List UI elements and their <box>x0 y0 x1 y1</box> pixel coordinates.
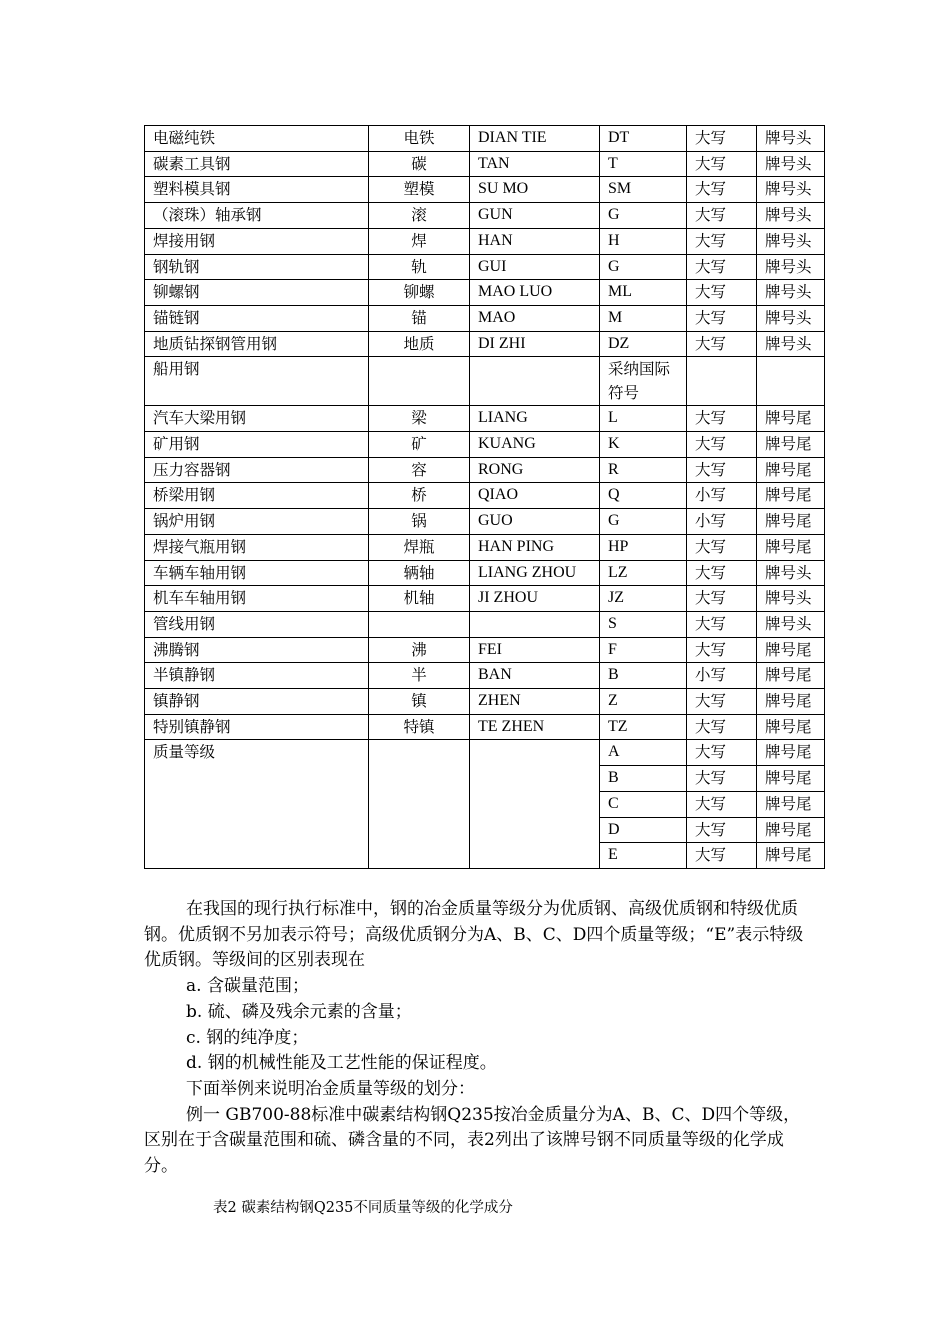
cell-position: 牌号头 <box>757 305 825 331</box>
cell-pinyin: FEI <box>470 637 600 663</box>
cell-position: 牌号尾 <box>757 766 825 792</box>
cell-symbol: G <box>600 254 687 280</box>
cell-pinyin: KUANG <box>470 432 600 458</box>
steel-code-table <box>144 125 825 869</box>
cell-chinese-abbr: 镇 <box>369 689 470 715</box>
cell-case: 大写 <box>687 228 757 254</box>
cell-steel-name: 碳素工具钢 <box>145 151 369 177</box>
cell-chinese-abbr: 铆螺 <box>369 280 470 306</box>
cell-symbol: S <box>600 611 687 637</box>
cell-position: 牌号尾 <box>757 432 825 458</box>
table-row <box>145 432 825 458</box>
cell-symbol: Q <box>600 483 687 509</box>
cell-symbol: A <box>600 740 687 766</box>
cell-steel-name: 电磁纯铁 <box>145 126 369 152</box>
cell-steel-name: 地质钻探钢管用钢 <box>145 331 369 357</box>
cell-symbol: B <box>600 663 687 689</box>
list-item-b: b. 硫、磷及残余元素的含量； <box>186 1001 412 1022</box>
cell-position: 牌号头 <box>757 611 825 637</box>
cell-pinyin: ZHEN <box>470 689 600 715</box>
cell-position: 牌号尾 <box>757 534 825 560</box>
body-text <box>144 897 808 1180</box>
cell-chinese-abbr: 焊瓶 <box>369 534 470 560</box>
cell-symbol: B <box>600 766 687 792</box>
table-row <box>145 586 825 612</box>
cell-steel-name: 塑料模具钢 <box>145 177 369 203</box>
cell-steel-name: 桥梁用钢 <box>145 483 369 509</box>
cell-position: 牌号尾 <box>757 740 825 766</box>
cell-chinese-abbr <box>369 357 470 406</box>
table-row <box>145 663 825 689</box>
cell-case: 大写 <box>687 280 757 306</box>
cell-case: 大写 <box>687 843 757 869</box>
cell-case: 小写 <box>687 663 757 689</box>
cell-steel-name: 矿用钢 <box>145 432 369 458</box>
cell-position: 牌号尾 <box>757 483 825 509</box>
table-row-quality-grade <box>145 740 825 766</box>
cell-pinyin: GUO <box>470 509 600 535</box>
cell-steel-name: 船用钢 <box>145 357 369 406</box>
cell-pinyin <box>470 611 600 637</box>
cell-symbol: LZ <box>600 560 687 586</box>
cell-position: 牌号头 <box>757 228 825 254</box>
table-row <box>145 534 825 560</box>
cell-symbol: DZ <box>600 331 687 357</box>
cell-case: 大写 <box>687 586 757 612</box>
cell-steel-name: 管线用钢 <box>145 611 369 637</box>
table-row <box>145 203 825 229</box>
cell-pinyin: GUI <box>470 254 600 280</box>
cell-pinyin: LIANG ZHOU <box>470 560 600 586</box>
table-row <box>145 151 825 177</box>
cell-case: 大写 <box>687 714 757 740</box>
table-row <box>145 457 825 483</box>
table-row <box>145 611 825 637</box>
cell-pinyin: LIANG <box>470 406 600 432</box>
cell-pinyin: DIAN TIE <box>470 126 600 152</box>
cell-symbol: DT <box>600 126 687 152</box>
list-item-c: c. 钢的纯净度； <box>186 1027 309 1048</box>
cell-symbol: G <box>600 203 687 229</box>
cell-pinyin: BAN <box>470 663 600 689</box>
cell-case: 大写 <box>687 331 757 357</box>
cell-chinese-abbr: 锅 <box>369 509 470 535</box>
cell-chinese-abbr: 锚 <box>369 305 470 331</box>
cell-position: 牌号头 <box>757 203 825 229</box>
cell-case: 大写 <box>687 817 757 843</box>
cell-symbol: ML <box>600 280 687 306</box>
cell-case: 大写 <box>687 791 757 817</box>
cell-steel-name: 镇静钢 <box>145 689 369 715</box>
cell-case: 大写 <box>687 740 757 766</box>
cell-chinese-abbr: 半 <box>369 663 470 689</box>
paragraph-quality-levels: 在我国的现行执行标准中，钢的冶金质量等级分为优质钢、高级优质钢和特级优质钢。优质钢不另加表示符号；高级优质钢分为A、B、C、D四个质量等级；“E”表示特级优质钢。等级间的区别表现在 <box>144 899 804 971</box>
cell-chinese-abbr: 碳 <box>369 151 470 177</box>
cell-symbol: T <box>600 151 687 177</box>
cell-symbol: M <box>600 305 687 331</box>
cell-symbol: HP <box>600 534 687 560</box>
table-row <box>145 228 825 254</box>
cell-chinese-abbr: 滚 <box>369 203 470 229</box>
cell-position: 牌号尾 <box>757 637 825 663</box>
table-row <box>145 126 825 152</box>
cell-case: 大写 <box>687 432 757 458</box>
cell-position: 牌号尾 <box>757 714 825 740</box>
cell-pinyin: QIAO <box>470 483 600 509</box>
cell-symbol: H <box>600 228 687 254</box>
table-row <box>145 254 825 280</box>
paragraph-example-one: 例一 GB700-88标准中碳素结构钢Q235按冶金质量分为A、B、C、D四个等级，区别在于含碳量范围和硫、磷含量的不同，表2列出了该牌号钢不同质量等级的化学成分。 <box>144 1104 801 1177</box>
cell-symbol: G <box>600 509 687 535</box>
cell-case: 大写 <box>687 203 757 229</box>
cell-pinyin: RONG <box>470 457 600 483</box>
cell-steel-name: 沸腾钢 <box>145 637 369 663</box>
cell-position: 牌号头 <box>757 280 825 306</box>
cell-case: 大写 <box>687 611 757 637</box>
cell-pinyin <box>470 357 600 406</box>
cell-case: 大写 <box>687 177 757 203</box>
cell-symbol: R <box>600 457 687 483</box>
cell-chinese-abbr: 机轴 <box>369 586 470 612</box>
cell-symbol: 采纳国际符号 <box>600 357 687 406</box>
cell-steel-name: 汽车大梁用钢 <box>145 406 369 432</box>
table-row <box>145 357 825 406</box>
cell-steel-name: 铆螺钢 <box>145 280 369 306</box>
cell-steel-name: 特别镇静钢 <box>145 714 369 740</box>
cell-symbol: L <box>600 406 687 432</box>
cell-position: 牌号头 <box>757 331 825 357</box>
cell-position: 牌号头 <box>757 151 825 177</box>
cell-chinese-abbr: 地质 <box>369 331 470 357</box>
list-item-d: d. 钢的机械性能及工艺性能的保证程度。 <box>186 1053 497 1074</box>
cell-position: 牌号尾 <box>757 406 825 432</box>
cell-steel-name: 质量等级 <box>145 740 369 869</box>
paragraph-example-intro: 下面举例来说明冶金质量等级的划分： <box>186 1078 475 1099</box>
cell-pinyin: HAN <box>470 228 600 254</box>
cell-symbol: K <box>600 432 687 458</box>
cell-chinese-abbr: 轨 <box>369 254 470 280</box>
cell-pinyin: MAO <box>470 305 600 331</box>
cell-steel-name: 半镇静钢 <box>145 663 369 689</box>
cell-position: 牌号尾 <box>757 791 825 817</box>
cell-pinyin: SU MO <box>470 177 600 203</box>
cell-case: 大写 <box>687 689 757 715</box>
cell-steel-name: 车辆车轴用钢 <box>145 560 369 586</box>
cell-steel-name: 锚链钢 <box>145 305 369 331</box>
table-row <box>145 305 825 331</box>
table-row <box>145 177 825 203</box>
cell-symbol: C <box>600 791 687 817</box>
cell-chinese-abbr: 梁 <box>369 406 470 432</box>
cell-position: 牌号尾 <box>757 843 825 869</box>
cell-symbol: E <box>600 843 687 869</box>
table-row <box>145 331 825 357</box>
cell-chinese-abbr: 特镇 <box>369 714 470 740</box>
cell-case: 大写 <box>687 560 757 586</box>
table-row <box>145 406 825 432</box>
cell-case: 大写 <box>687 637 757 663</box>
cell-case: 小写 <box>687 483 757 509</box>
cell-case: 小写 <box>687 509 757 535</box>
cell-chinese-abbr: 焊 <box>369 228 470 254</box>
cell-steel-name: 压力容器钢 <box>145 457 369 483</box>
cell-case: 大写 <box>687 305 757 331</box>
table-row <box>145 689 825 715</box>
cell-steel-name: 锅炉用钢 <box>145 509 369 535</box>
cell-pinyin: GUN <box>470 203 600 229</box>
cell-chinese-abbr: 辆轴 <box>369 560 470 586</box>
cell-case: 大写 <box>687 457 757 483</box>
cell-position: 牌号头 <box>757 560 825 586</box>
cell-position: 牌号尾 <box>757 817 825 843</box>
cell-symbol: D <box>600 817 687 843</box>
table-row <box>145 483 825 509</box>
cell-chinese-abbr: 塑模 <box>369 177 470 203</box>
cell-empty <box>470 740 600 869</box>
cell-pinyin: TE ZHEN <box>470 714 600 740</box>
cell-steel-name: （滚珠）轴承钢 <box>145 203 369 229</box>
list-item-a: a. 含碳量范围； <box>186 976 309 997</box>
cell-chinese-abbr <box>369 611 470 637</box>
cell-steel-name: 机车车轴用钢 <box>145 586 369 612</box>
table-2-caption: 表2 碳素结构钢Q235不同质量等级的化学成分 <box>213 1200 513 1216</box>
cell-case: 大写 <box>687 766 757 792</box>
cell-empty <box>369 740 470 869</box>
steel-code-table-body <box>145 126 825 869</box>
cell-symbol: TZ <box>600 714 687 740</box>
cell-chinese-abbr: 桥 <box>369 483 470 509</box>
cell-case: 大写 <box>687 534 757 560</box>
cell-chinese-abbr: 矿 <box>369 432 470 458</box>
cell-position: 牌号尾 <box>757 509 825 535</box>
cell-pinyin: TAN <box>470 151 600 177</box>
cell-symbol: JZ <box>600 586 687 612</box>
cell-case: 大写 <box>687 406 757 432</box>
table-row <box>145 714 825 740</box>
cell-pinyin: MAO LUO <box>470 280 600 306</box>
cell-chinese-abbr: 电铁 <box>369 126 470 152</box>
cell-steel-name: 钢轨钢 <box>145 254 369 280</box>
cell-symbol: Z <box>600 689 687 715</box>
cell-symbol: SM <box>600 177 687 203</box>
cell-position: 牌号尾 <box>757 663 825 689</box>
table-row <box>145 560 825 586</box>
cell-steel-name: 焊接用钢 <box>145 228 369 254</box>
cell-steel-name: 焊接气瓶用钢 <box>145 534 369 560</box>
table-row <box>145 280 825 306</box>
cell-position: 牌号尾 <box>757 689 825 715</box>
table-row <box>145 637 825 663</box>
cell-symbol: F <box>600 637 687 663</box>
table-row <box>145 509 825 535</box>
cell-case <box>687 357 757 406</box>
cell-case: 大写 <box>687 126 757 152</box>
cell-position: 牌号尾 <box>757 457 825 483</box>
cell-chinese-abbr: 沸 <box>369 637 470 663</box>
cell-position <box>757 357 825 406</box>
cell-case: 大写 <box>687 254 757 280</box>
cell-pinyin: HAN PING <box>470 534 600 560</box>
cell-pinyin: JI ZHOU <box>470 586 600 612</box>
cell-case: 大写 <box>687 151 757 177</box>
cell-position: 牌号头 <box>757 254 825 280</box>
cell-chinese-abbr: 容 <box>369 457 470 483</box>
cell-position: 牌号头 <box>757 126 825 152</box>
cell-pinyin: DI ZHI <box>470 331 600 357</box>
cell-position: 牌号头 <box>757 586 825 612</box>
cell-position: 牌号头 <box>757 177 825 203</box>
